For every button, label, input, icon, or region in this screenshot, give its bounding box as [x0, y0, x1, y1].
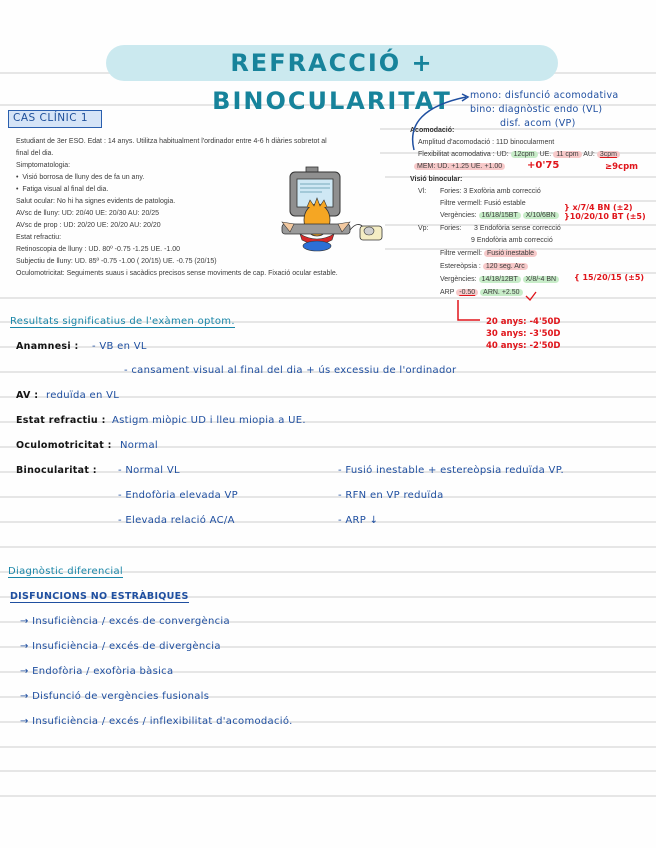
binocular-right-item: - Fusió inestable + estereòpsia reduïda VP.: [338, 465, 564, 476]
binocular-left-item: - Elevada relació AC/A: [118, 515, 235, 526]
binocular-left-item: - Endofòria elevada VP: [118, 490, 238, 501]
mem-value: MEM: UD. +1.25 UE. +1.00: [414, 163, 505, 170]
differential-item: → Endofòria / exofòria bàsica: [20, 666, 174, 677]
oculomotricity: Oculomotricitat: Seguiments suaus i sacàdics precisos sense moviments de cap. Fixació ocular estable.: [16, 270, 338, 277]
computer-kid-illustration: [272, 162, 390, 252]
ruled-line: [0, 795, 656, 797]
differential-heading: Diagnòstic diferencial: [8, 566, 123, 577]
ruled-line: [0, 770, 656, 772]
binocular-right-item: - ARP ↓: [338, 515, 379, 526]
au-note: ≥9cpm: [605, 162, 639, 172]
vp-label: Vp:: [418, 225, 429, 232]
ruled-line: [0, 746, 656, 748]
arp-value: -0.50: [456, 289, 478, 296]
subjective: Subjectiu de lluny: UD. 85º -0.75 -1.00 ( 20/15) UE. -0.75 (20/15): [16, 258, 217, 265]
vl-red-filter: Filtre vermell: Fusió estable: [440, 200, 526, 207]
differential-item: → Insuficiència / excés de divergència: [20, 641, 221, 652]
flex-ud-value: 12cpm: [511, 151, 538, 158]
ocular-health: Salut ocular: No hi ha signes evidents de patologia.: [16, 198, 176, 205]
binocular-left-item: - Normal VL: [118, 465, 180, 476]
differential-subheading: DISFUNCIONS NO ESTRÀBIQUES: [10, 591, 189, 602]
note-bino2: disf. acom (VP): [500, 118, 576, 129]
note-bino: bino: diagnòstic endo (VL): [470, 104, 603, 115]
case-description-cont: final del dia.: [16, 150, 54, 157]
case-label: CAS CLÍNIC 1: [8, 110, 102, 128]
av-label: AV :: [16, 390, 39, 401]
ruled-line: [0, 546, 656, 548]
binocular-label: Binocularitat :: [16, 465, 97, 476]
page-title: REFRACCIÓ + BINOCULARITAT: [212, 49, 452, 115]
ruled-line: [0, 297, 656, 299]
ruled-line: [0, 496, 656, 498]
va-near: AVsc de prop : UD: 20/20 UE: 20/20 AU: 20/20: [16, 222, 161, 229]
accommodation-heading: Acomodació:: [410, 127, 455, 134]
note-mono: mono: disfunció acomodativa: [470, 90, 619, 101]
oculomotor-label: Oculomotricitat :: [16, 440, 112, 451]
refractive-label: Estat refractiu :: [16, 415, 106, 426]
vl-note-bn: } x/7/4 BN (±2): [564, 203, 633, 212]
differential-item: → Disfunció de vergències fusionals: [20, 691, 210, 702]
arrow-arp-to-norms-icon: [458, 300, 480, 320]
vp-phorias-label: Fories:: [440, 225, 462, 232]
differential-item: → Insuficiència / excés de convergència: [20, 616, 230, 627]
symptom-item: • Fatiga visual al final del dia.: [16, 186, 109, 193]
vp-phoria-1: 3 Endofòria sense correcció: [474, 225, 561, 232]
differential-item: → Insuficiència / excés / inflexibilitat d'acomodació.: [20, 716, 293, 727]
retinoscopy: Retinoscopia de lluny : UD. 80º -0.75 -1.25 UE. -1.00: [16, 246, 181, 253]
arp-norm-40: 40 anys: -2'50D: [486, 341, 561, 351]
results-heading: Resultats significatius de l'exàmen optom.: [10, 316, 235, 327]
binocular-right-item: - RFN en VP reduïda: [338, 490, 444, 501]
refractive-heading: Estat refractiu:: [16, 234, 62, 241]
accommodation-flexibility: Flexibilitat acomodativa : UD: 12cpm UE. 11 cpm AU: 3cpm: [418, 150, 620, 159]
anamnesis-item: - VB en VL: [92, 341, 147, 352]
case-description: Estudiant de 3er ESO. Edat : 14 anys. Utilitza habitualment l'ordinador entre 4-6 h diàries sobretot al: [16, 138, 327, 145]
mem-note: +0'75: [527, 160, 560, 171]
mem-row: [414, 162, 505, 171]
ruled-line: [0, 521, 656, 523]
anamnesis-item: - cansament visual al final del dia + ús excessiu de l'ordinador: [124, 365, 457, 376]
accommodation-amplitude: Amplitud d'acomodació : 11D binocularment: [418, 139, 555, 146]
av-value: reduïda en VL: [46, 390, 120, 401]
oculomotor-value: Normal: [120, 440, 158, 451]
vl-note-bt: }10/20/10 BT (±5): [564, 212, 646, 221]
arp-row: ARP -0.50 ARN. +2.50: [440, 288, 523, 297]
binocular-heading: Visió binocular:: [410, 176, 463, 183]
vl-phorias: Fories: 3 Exofòria amb correcció: [440, 188, 541, 195]
arp-norm-30: 30 anys: -3'50D: [486, 329, 561, 339]
vl-vergences: Vergències: 16/18/15BT X/10/6BN: [440, 211, 559, 220]
arn-value: ARN. +2.50: [480, 289, 522, 296]
vl-label: Vl:: [418, 188, 427, 195]
flex-au-value: 3cpm: [597, 151, 620, 158]
anamnesis-label: Anamnesi :: [16, 341, 79, 352]
arp-norm-20: 20 anys: -4'50D: [486, 317, 561, 327]
va-far: AVsc de lluny: UD: 20/40 UE: 20/30 AU: 20/25: [16, 210, 160, 217]
refractive-value: Astigm miòpic UD i lleu miopia a UE.: [112, 415, 306, 426]
symptoms-heading: Simptomatologia:: [16, 162, 71, 169]
vp-vergences: Vergències: 14/18/12BT X/8/-4 BN: [440, 275, 559, 284]
vp-phoria-2: 9 Endofòria amb correcció: [471, 237, 553, 244]
vp-red-filter: Filtre vermell: Fusió inestable: [440, 249, 537, 258]
symptom-item: • Visió borrosa de lluny des de fa un any.: [16, 174, 145, 181]
vp-note: { 15/20/15 (±5): [574, 273, 645, 282]
stereopsis: Estereòpsia : 120 seg. Arc: [440, 262, 528, 271]
flex-ue-value: 11 cpm: [553, 151, 581, 158]
ruled-line: [600, 200, 656, 202]
